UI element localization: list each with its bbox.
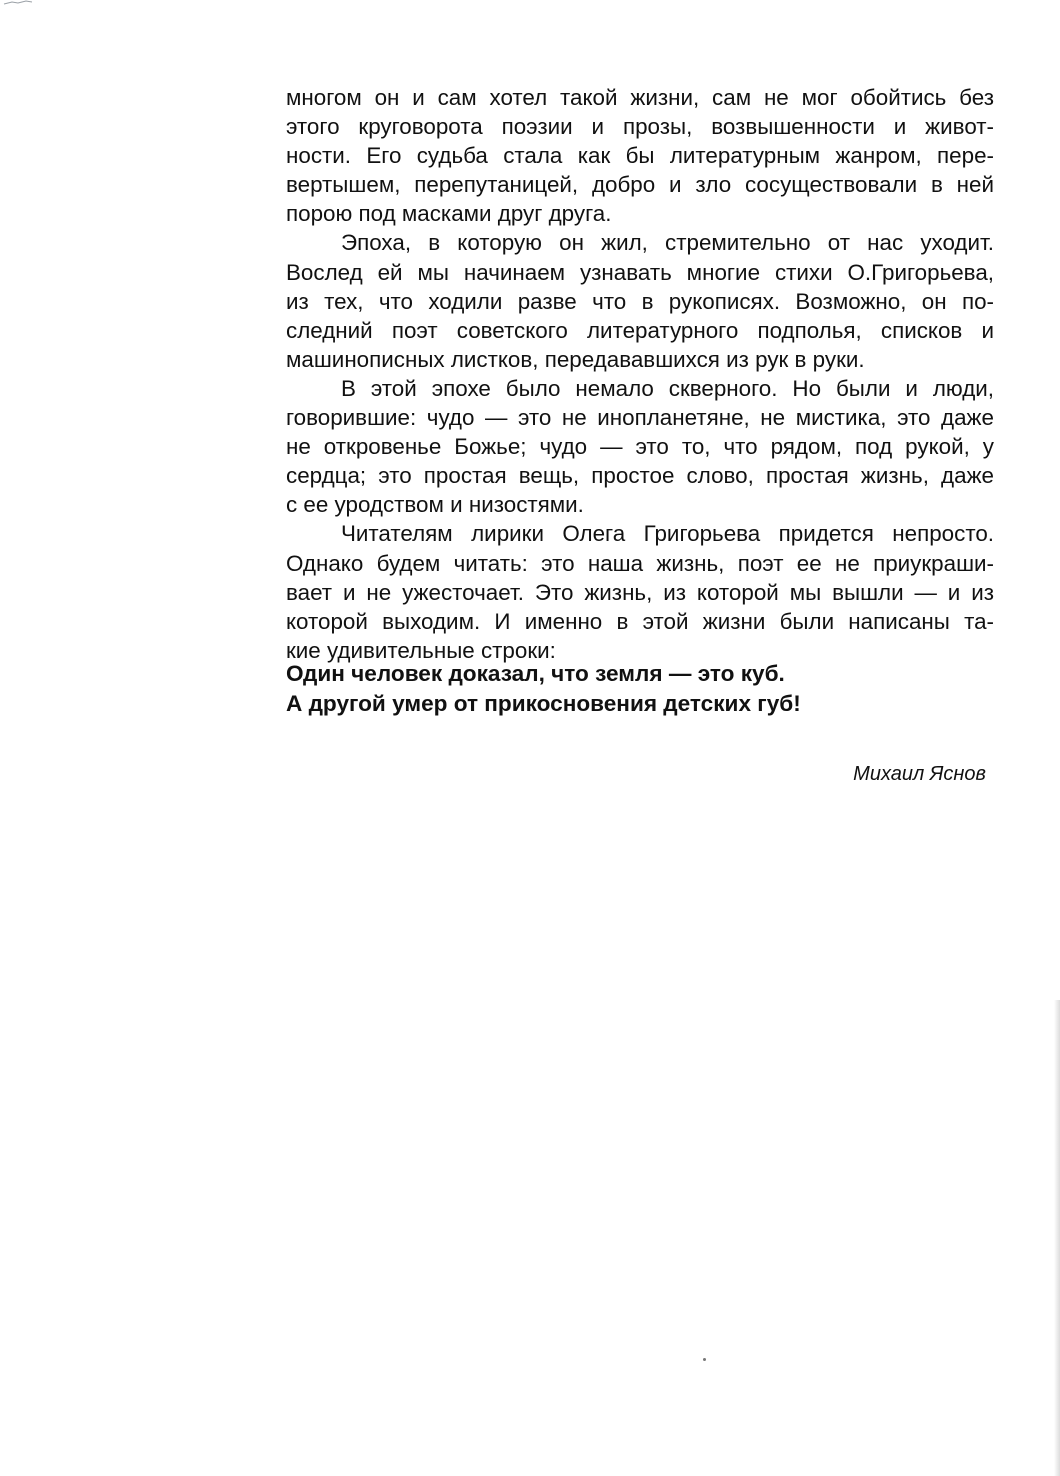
text-line: этого круговорота поэзии и прозы, возвышенности и живот- [286, 114, 994, 140]
verse-line: А другой умер от прикосновения детских губ! [286, 691, 801, 716]
text-line: вает и не ужесточает. Это жизнь, из которой мы вышли — и из [286, 579, 994, 605]
text-line: ности. Его судьба стала как бы литературным жанром, пере- [286, 143, 994, 169]
text-line: сердца; это простая вещь, простое слово, простая жизнь, даже [286, 463, 994, 489]
text-line: Вослед ей мы начинаем узнавать многие стихи О.Григорьева, [286, 259, 994, 285]
text-line: говорившие: чудо — это не инопланетяне, не мистика, это даже [286, 405, 994, 431]
verse-line: Один человек доказал, что земля — это куб. [286, 661, 785, 686]
paragraph-first-line: В этой эпохе было немало скверного. Но были и люди, [341, 375, 994, 401]
quoted-verse [286, 659, 986, 719]
scan-shadow-right [1054, 1000, 1060, 1476]
text-line: кие удивительные строки: [286, 637, 556, 663]
prose-text [286, 83, 994, 665]
paragraph-first-line: Эпоха, в которую он жил, стремительно от нас уходит. [341, 230, 994, 256]
text-line: которой выходим. И именно в этой жизни были написаны та- [286, 608, 994, 634]
text-line: не откровенье Божье; чудо — это то, что рядом, под рукой, у [286, 434, 994, 460]
text-line: с ее уродством и низостями. [286, 492, 584, 518]
scan-artifact-top [2, 0, 40, 6]
text-line: порою под масками друг друга. [286, 201, 612, 227]
text-line: многом он и сам хотел такой жизни, сам не мог обойтись без [286, 85, 994, 110]
text-line: следний поэт советского литературного подполья, списков и [286, 317, 994, 343]
text-line: машинописных листков, передававшихся из рук в руки. [286, 346, 865, 372]
scan-speck [703, 1358, 706, 1361]
text-line: Однако будем читать: это наша жизнь, поэт ее не приукраши- [286, 550, 994, 576]
text-line: вертышем, перепутаницей, добро и зло сосуществовали в ней [286, 172, 994, 198]
text-line: из тех, что ходили разве что в рукописях. Возможно, он по- [286, 288, 994, 314]
author-signature: Михаил Яснов [853, 763, 986, 785]
paragraph-first-line: Читателям лирики Олега Григорьева придется непросто. [341, 521, 994, 547]
